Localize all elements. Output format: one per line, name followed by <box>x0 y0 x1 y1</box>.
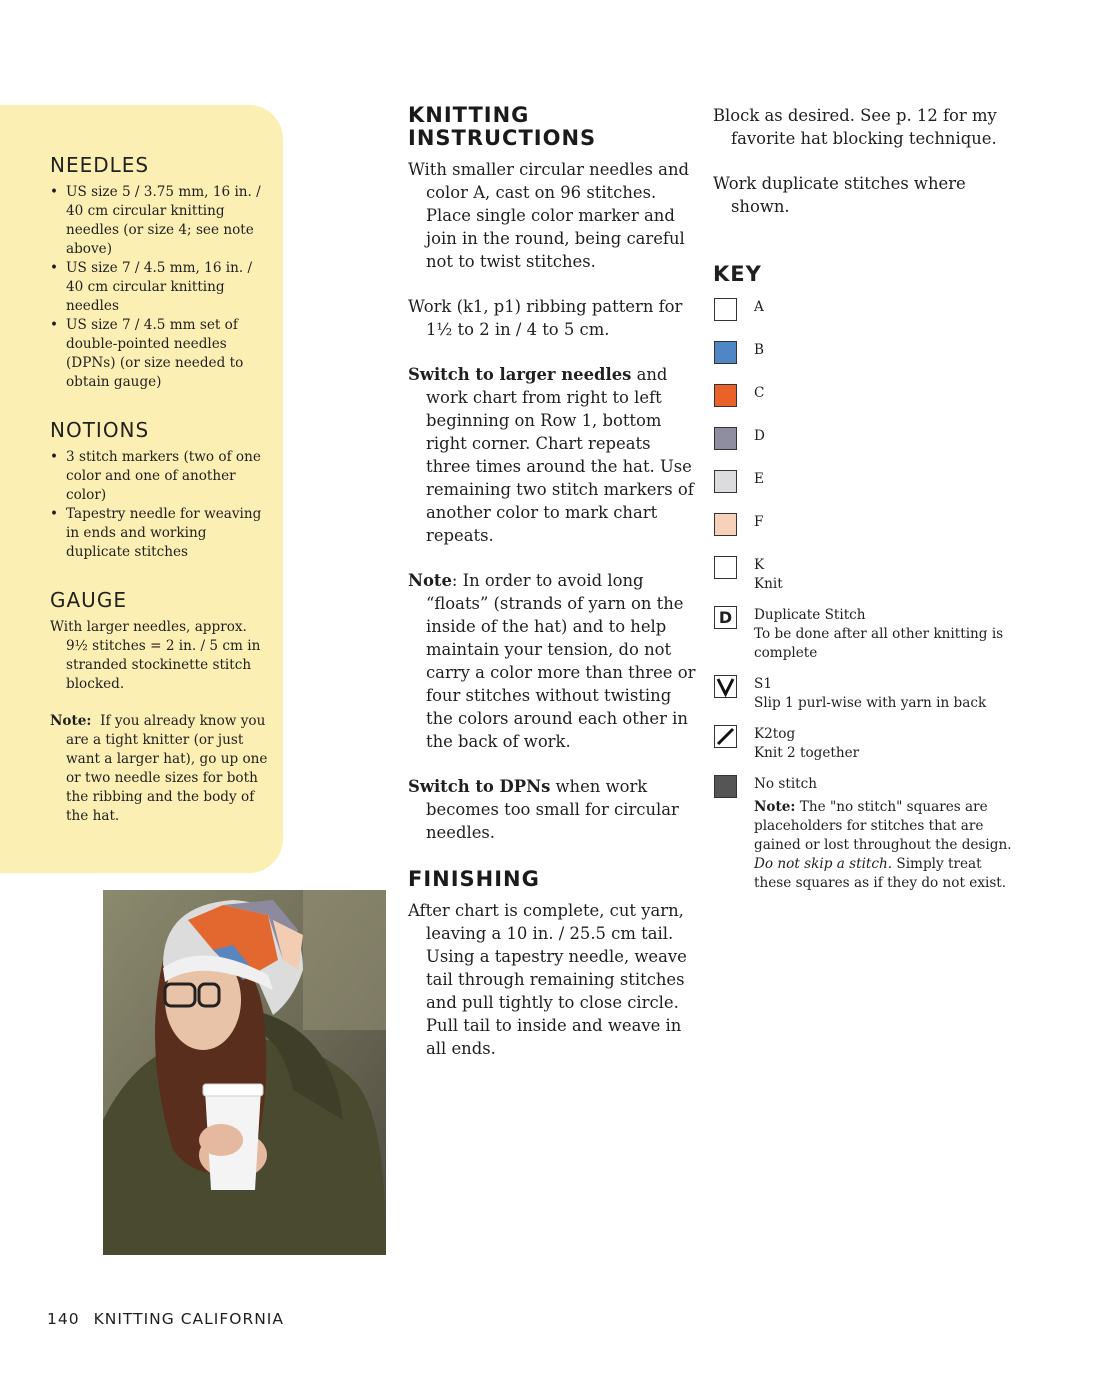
knitting-instructions-heading: KNITTING INSTRUCTIONS <box>408 103 597 150</box>
needles-heading: NEEDLES <box>50 153 150 177</box>
instructions-column <box>408 104 698 1082</box>
photo-illustration <box>103 890 386 1255</box>
key-row-b: B <box>713 341 1013 367</box>
key-heading: KEY <box>713 262 762 286</box>
key-row-f: F <box>713 513 1013 539</box>
key-row-e: E <box>713 470 1013 496</box>
sidebar-note: Note: If you already know you are a tight knitter (or just want a larger hat), go up one or two needle sizes for both the ribbing and the body of the hat. <box>50 713 268 824</box>
notions-item: • Tapestry needle for weaving in ends and working duplicate stitches <box>50 506 262 560</box>
instruction-larger-needles: Switch to larger needles and work chart from right to left beginning on Row 1, bottom right corner. Chart repeats three times around the hat. Use remaining two stitch markers of another color to mark chart repeats. <box>408 365 694 545</box>
swatch-b <box>714 341 737 364</box>
gauge-text: With larger needles, approx. 9½ stitches = 2 in. / 5 cm in stranded stockinette stitch blocked. <box>50 619 261 692</box>
slip-stitch-icon <box>714 675 737 698</box>
duplicate-stitch-text: Work duplicate stitches where shown. <box>713 174 966 216</box>
knit-icon <box>714 556 737 579</box>
no-stitch-swatch <box>714 775 737 798</box>
notions-heading: NOTIONS <box>50 418 150 442</box>
gauge-heading: GAUGE <box>50 588 127 612</box>
key-row-knit: K Knit <box>713 556 1013 594</box>
page-number: 140 <box>47 1310 80 1328</box>
k2tog-icon <box>714 725 737 748</box>
swatch-c <box>714 384 737 407</box>
instruction-floats-note: Note: In order to avoid long “floats” (strands of yarn on the inside of the hat) and to help maintain your tension, do not carry a color more than three or four stitches without twisting the colors around each other in the back of work. <box>408 571 696 751</box>
materials-content <box>50 153 272 844</box>
swatch-e <box>714 470 737 493</box>
instruction-cast-on: With smaller circular needles and color A, cast on 96 stitches. Place single color marker and join in the round, being careful not to twist stitches. <box>408 160 689 271</box>
key-row-no-stitch: No stitch Note: The "no stitch" squares are placeholders for stitches that are gained or lost throughout the design. Do not skip a stitch. Simply treat these squares as if they do not exist. <box>713 775 1013 893</box>
materials-sidebar <box>0 105 283 873</box>
bullet: • <box>50 317 59 333</box>
instruction-ribbing: Work (k1, p1) ribbing pattern for 1½ to 2 in / 4 to 5 cm. <box>408 297 683 339</box>
notions-item: • 3 stitch markers (two of one color and one of another color) <box>50 449 261 503</box>
blocking-text: Block as desired. See p. 12 for my favorite hat blocking technique. <box>713 106 997 148</box>
needles-item: • US size 5 / 3.75 mm, 16 in. / 40 cm circular knitting needles (or size 4; see note above) <box>50 184 261 257</box>
key-row-duplicate: D Duplicate Stitch To be done after all other knitting is complete <box>713 606 1013 663</box>
swatch-a <box>714 298 737 321</box>
key-row-k2tog: K2tog Knit 2 together <box>713 725 1013 763</box>
book-title: KNITTING CALIFORNIA <box>93 1310 284 1328</box>
key-row-s1: S1 Slip 1 purl-wise with yarn in back <box>713 675 1013 713</box>
key-column <box>713 104 1013 910</box>
swatch-d <box>714 427 737 450</box>
needles-item: • US size 7 / 4.5 mm set of double-pointed needles (DPNs) (or size needed to obtain gauge) <box>50 317 244 390</box>
key-row-d: D <box>713 427 1013 453</box>
needles-item: • US size 7 / 4.5 mm, 16 in. / 40 cm circular knitting needles <box>50 260 253 314</box>
needles-list <box>50 183 272 392</box>
slash-icon <box>715 726 736 747</box>
model-photo <box>103 890 386 1255</box>
bullet: • <box>50 449 59 465</box>
finishing-text: After chart is complete, cut yarn, leaving a 10 in. / 25.5 cm tail. Using a tapestry needle, weave tail through remaining stitches and pull tightly to close circle. Pull tail to inside and weave in all ends. <box>408 901 687 1058</box>
instruction-dpns: Switch to DPNs when work becomes too small for circular needles. <box>408 777 679 842</box>
bullet: • <box>50 184 59 200</box>
bullet: • <box>50 506 59 522</box>
no-stitch-note: Note: The "no stitch" squares are placeholders for stitches that are gained or lost throughout the design. Do not skip a stitch. Simply treat these squares as if they do not exist. <box>754 799 1012 891</box>
page-footer <box>47 1310 284 1328</box>
slip-v-icon <box>715 676 736 697</box>
key-row-c: C <box>713 384 1013 410</box>
key-row-a: A <box>713 298 1013 324</box>
bullet: • <box>50 260 59 276</box>
swatch-f <box>714 513 737 536</box>
notions-list <box>50 448 272 562</box>
duplicate-stitch-icon: D <box>714 606 737 629</box>
finishing-heading: FINISHING <box>408 867 540 891</box>
